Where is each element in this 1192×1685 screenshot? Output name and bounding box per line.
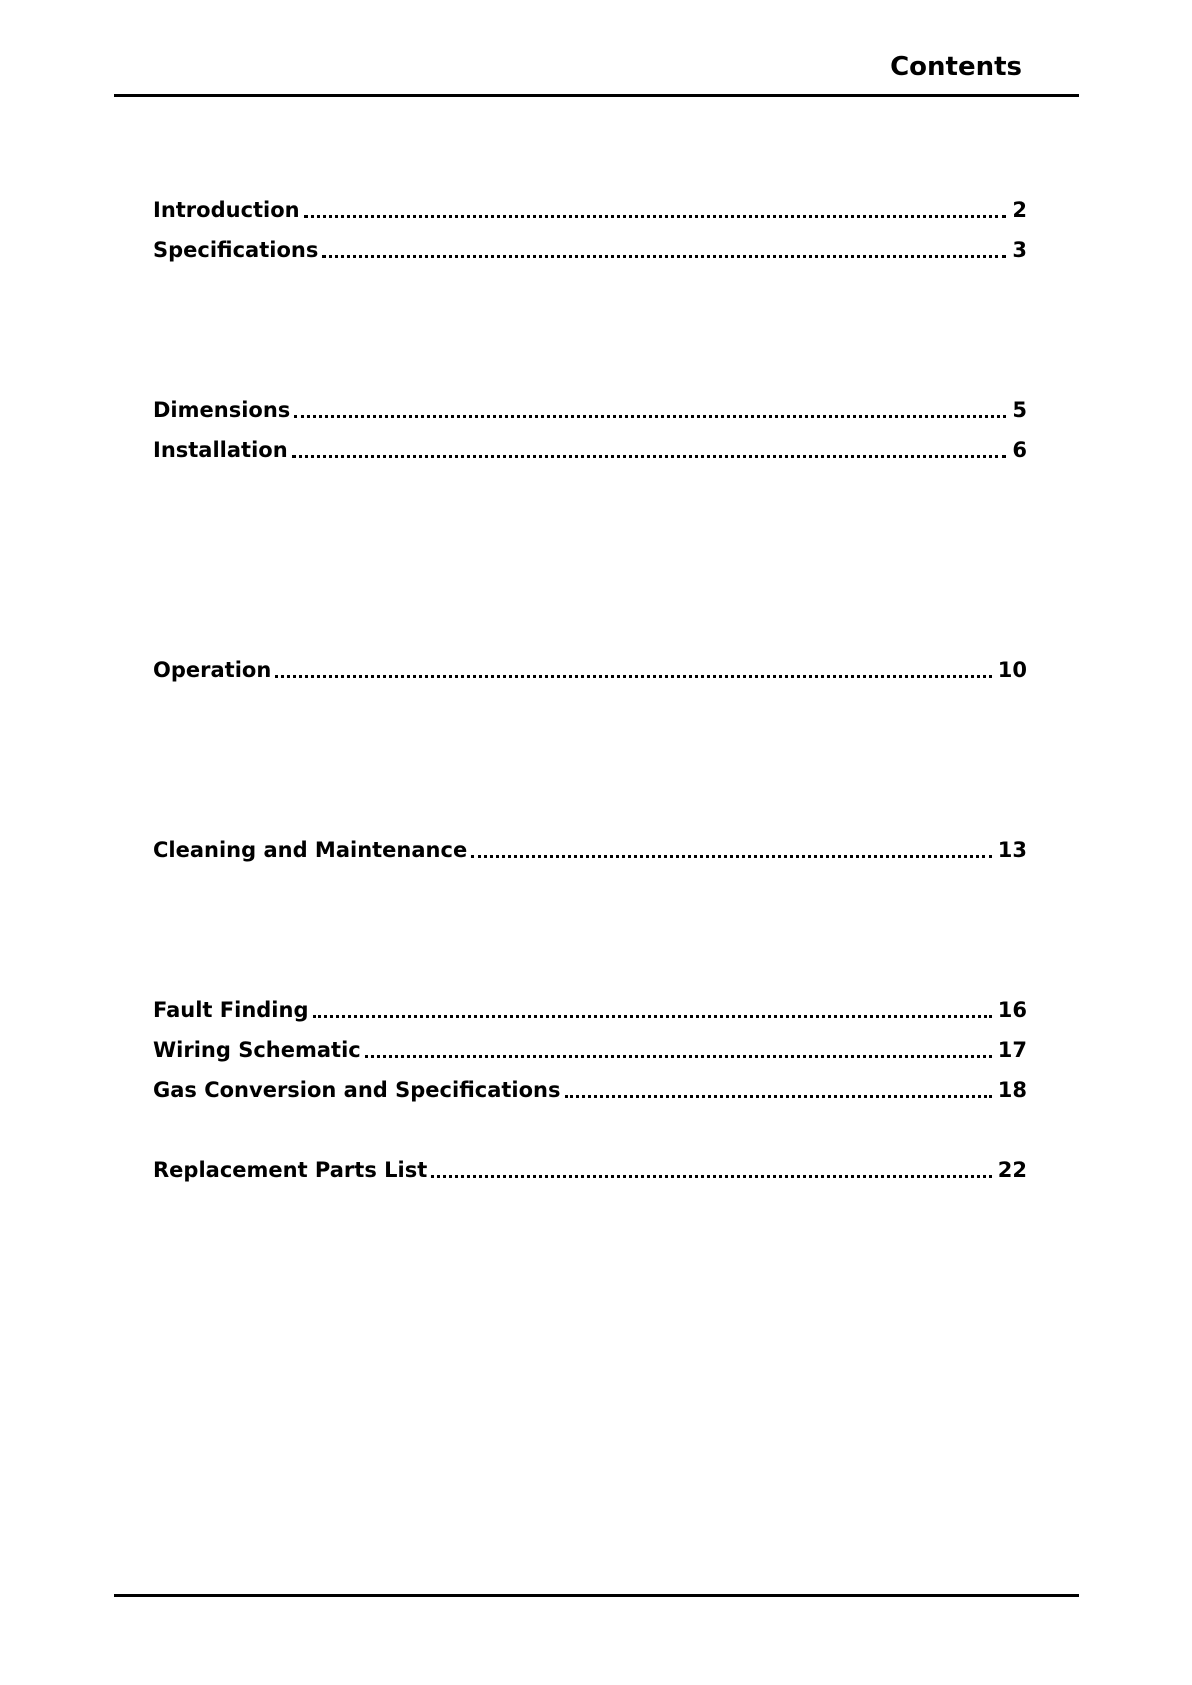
toc-entry-wiring-schematic[interactable] — [153, 1036, 1027, 1064]
toc-entry-title: Fault Finding — [153, 998, 309, 1022]
toc-entry-title: Replacement Parts List — [153, 1158, 428, 1182]
dot-leader — [322, 255, 1006, 258]
toc-entry-gas-conversion[interactable] — [153, 1076, 1027, 1104]
toc-entry-dimensions[interactable] — [153, 396, 1027, 424]
toc-entry-page: 16 — [997, 998, 1027, 1022]
toc-entry-page: 13 — [997, 838, 1027, 862]
toc-entry-title: Introduction — [153, 198, 300, 222]
dot-leader — [365, 1055, 992, 1058]
toc-entry-title: Installation — [153, 438, 288, 462]
footer-divider — [114, 1594, 1079, 1597]
dot-leader — [471, 855, 992, 858]
toc-entry-page: 2 — [1012, 198, 1027, 222]
toc-entry-operation[interactable] — [153, 656, 1027, 684]
toc-entry-replacement-parts-list[interactable] — [153, 1156, 1027, 1184]
toc-entry-installation[interactable] — [153, 436, 1027, 464]
toc-entry-page: 10 — [997, 658, 1027, 682]
toc-entry-title: Operation — [153, 658, 272, 682]
toc-entry-title: Gas Conversion and Specifications — [153, 1078, 561, 1102]
dot-leader — [313, 1015, 992, 1018]
toc-entry-fault-finding[interactable] — [153, 996, 1027, 1024]
dot-leader — [565, 1095, 992, 1098]
toc-entry-page: 3 — [1012, 238, 1027, 262]
toc-entry-title: Specifications — [153, 238, 319, 262]
toc-entry-page: 17 — [997, 1038, 1027, 1062]
toc-entry-page: 22 — [997, 1158, 1027, 1182]
dot-leader — [275, 675, 991, 678]
toc-entry-specifications[interactable] — [153, 236, 1027, 264]
toc-entry-cleaning-and-maintenance[interactable] — [153, 836, 1027, 864]
page-title: Contents — [890, 52, 1022, 82]
dot-leader — [294, 415, 1006, 418]
dot-leader — [431, 1175, 992, 1178]
toc-entry-page: 18 — [997, 1078, 1027, 1102]
dot-leader — [304, 215, 1007, 218]
toc-entry-page: 6 — [1012, 438, 1027, 462]
dot-leader — [292, 455, 1007, 458]
toc-entry-title: Dimensions — [153, 398, 291, 422]
toc-entry-page: 5 — [1012, 398, 1027, 422]
toc-entry-title: Cleaning and Maintenance — [153, 838, 468, 862]
toc-entry-title: Wiring Schematic — [153, 1038, 361, 1062]
toc-entry-introduction[interactable] — [153, 196, 1027, 224]
